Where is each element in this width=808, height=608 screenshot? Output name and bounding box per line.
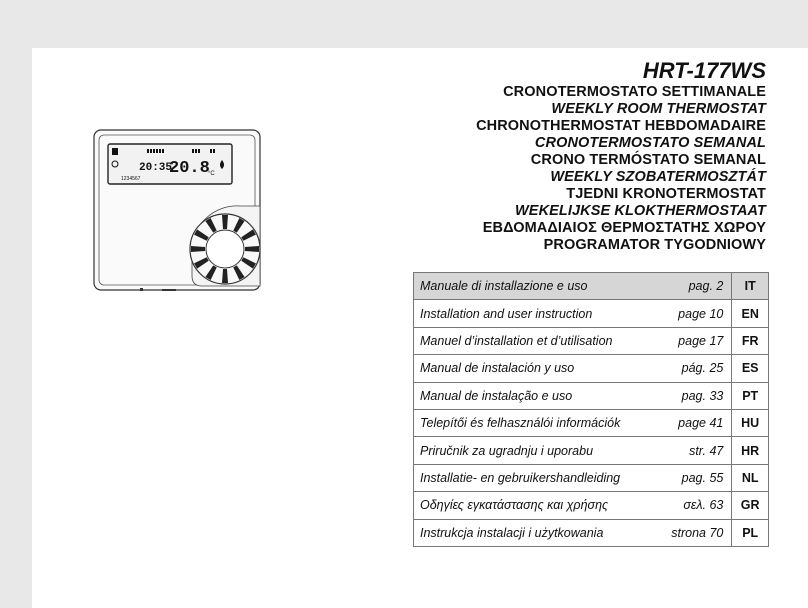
table-row[interactable] xyxy=(414,327,769,354)
index-page: page 10 xyxy=(665,300,732,327)
index-title: Manuel d’installation et d’utilisation xyxy=(414,327,666,354)
index-lang: IT xyxy=(732,273,769,300)
lcd-temperature: 20.8 xyxy=(169,159,210,178)
index-page: page 41 xyxy=(665,409,732,436)
title-line: WEEKLY SZOBATERMOSZTÁT xyxy=(550,169,766,185)
index-lang: HU xyxy=(732,409,769,436)
index-lang: FR xyxy=(732,327,769,354)
index-page: pag. 2 xyxy=(665,273,732,300)
title-line: CRONOTERMOSTATO SEMANAL xyxy=(534,135,766,151)
index-page: pag. 33 xyxy=(665,382,732,409)
dial-knob xyxy=(190,214,260,284)
index-title: Telepítői és felhasználói információk xyxy=(414,409,666,436)
table-row[interactable] xyxy=(414,382,769,409)
index-title: Οδηγίες εγκατάστασης και χρήσης xyxy=(414,492,666,519)
model-name: HRT-177WS xyxy=(642,58,766,83)
table-row[interactable] xyxy=(414,492,769,519)
lcd-days: 1234567 xyxy=(121,176,141,182)
language-index-table xyxy=(413,272,769,547)
title-block xyxy=(476,58,766,254)
index-lang: PL xyxy=(732,519,769,546)
thermostat-illustration xyxy=(92,128,292,298)
index-page: strona 70 xyxy=(665,519,732,546)
table-row[interactable] xyxy=(414,273,769,300)
index-title: Manual de instalación y uso xyxy=(414,355,666,382)
index-title: Manual de instalação e uso xyxy=(414,382,666,409)
index-lang: HR xyxy=(732,437,769,464)
lcd-time: 20:35 xyxy=(139,162,173,174)
title-line: WEKELIJKSE KLOKTHERMOSTAAT xyxy=(515,203,766,219)
index-page: str. 47 xyxy=(665,437,732,464)
index-title: Instrukcja instalacji i użytkowania xyxy=(414,519,666,546)
title-line: CRONO TERMÓSTATO SEMANAL xyxy=(530,152,766,168)
index-lang: ES xyxy=(732,355,769,382)
table-row[interactable] xyxy=(414,355,769,382)
lcd-unit: °C xyxy=(208,171,215,177)
manual-page xyxy=(32,48,808,608)
index-page: pag. 55 xyxy=(665,464,732,491)
index-title: Installatie- en gebruikershandleiding xyxy=(414,464,666,491)
title-line: ΕΒΔΟΜΑΔΙΑΙΟΣ ΘΕΡΜΟΣΤΑΤΗΣ ΧΩΡΟΥ xyxy=(482,220,766,236)
index-page: page 17 xyxy=(665,327,732,354)
table-row[interactable] xyxy=(414,437,769,464)
table-row[interactable] xyxy=(414,519,769,546)
index-title: Installation and user instruction xyxy=(414,300,666,327)
table-row[interactable] xyxy=(414,464,769,491)
table-row[interactable] xyxy=(414,409,769,436)
title-line: PROGRAMATOR TYGODNIOWY xyxy=(543,237,766,253)
index-lang: GR xyxy=(732,492,769,519)
index-page: pág. 25 xyxy=(665,355,732,382)
index-page: σελ. 63 xyxy=(665,492,732,519)
title-line: CHRONOTHERMOSTAT HEBDOMADAIRE xyxy=(476,118,766,134)
title-line: CRONOTERMOSTATO SETTIMANALE xyxy=(503,84,766,100)
title-line: WEEKLY ROOM THERMOSTAT xyxy=(551,101,766,117)
index-lang: EN xyxy=(732,300,769,327)
index-lang: NL xyxy=(732,464,769,491)
title-line: TJEDNI KRONOTERMOSTAT xyxy=(566,186,766,202)
index-lang: PT xyxy=(732,382,769,409)
index-title: Priručnik za ugradnju i uporabu xyxy=(414,437,666,464)
table-row[interactable] xyxy=(414,300,769,327)
index-title: Manuale di installazione e uso xyxy=(414,273,666,300)
